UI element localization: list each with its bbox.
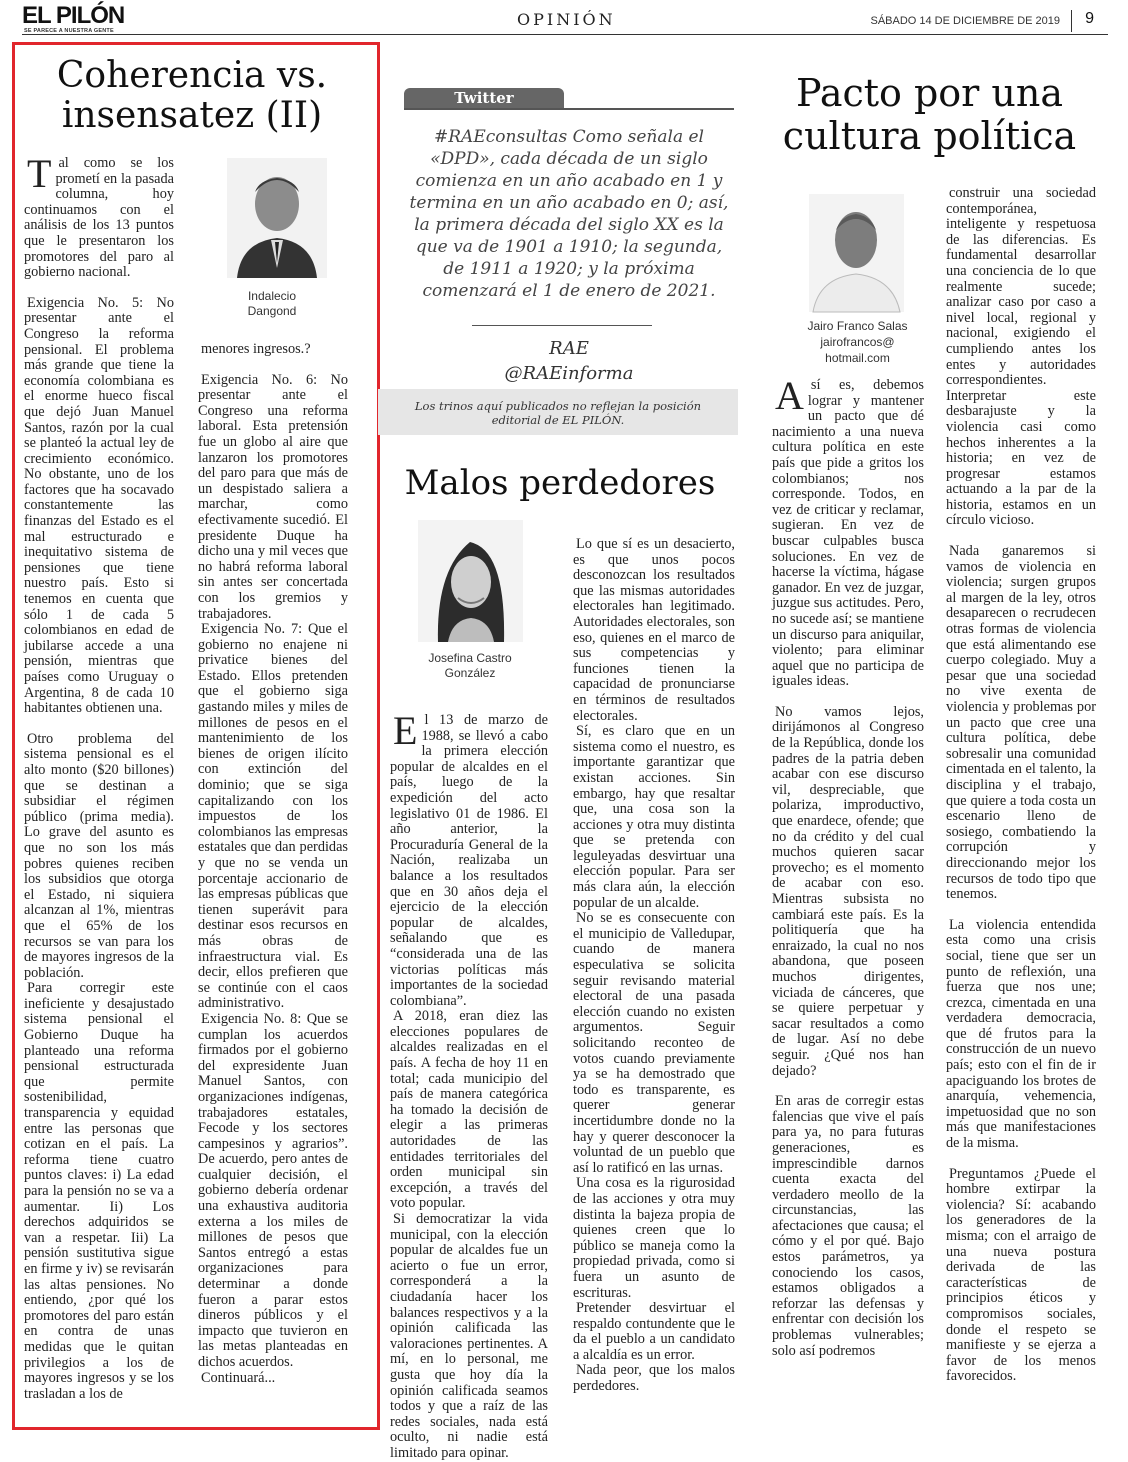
masthead — [22, 4, 1108, 35]
article1-column-2 — [198, 342, 348, 1412]
paragraph: Una cosa es la rigurosidad de las acciones y otra muy distinta la bajeza propia de quienes creen que lo público se maneja como la propiedad privada, como si fuera un asunto de escrituras. — [573, 1175, 735, 1301]
article2-column-1 — [390, 708, 548, 1461]
paragraph: sí es, debemos lograr y mantener un pacto que dé nacimiento a una nueva cultura política en este país que pide a gritos los colombianos; nos corresponde. Todos, en vez de criticar y reclamar, sugieran. En vez de buscar culpables busca soluciones. En vez de hacerse la víctima, hágase ganador. En vez de juzgar, juzgue sus actitudes. Pero, no sucede así; se mantiene un discurso para aniquilar, violento; para eliminar aquel que no participa de iguales ideas. — [772, 377, 924, 690]
author-photo-jairo — [809, 194, 904, 312]
paragraph: Para corregir este ineficiente y desajustado sistema pensional el Gobierno Duque ha planteado una reforma pensional estructurada que permite sostenibilidad, transparencia y equidad entre las personas que cotizan en el país. La reforma tiene cuatro puntos claves: i) La edad para la pensión no se va a aumentar. Ii) Los derechos adquiridos se van a respetar. Iii) La pensión sustitutiva sigue en firme y iv) se revisarán las altas pensiones. No entiendo, ¿por qué los promotores del paro están en contra de unas medidas que le quitan privilegios a los de mayores ingresos y se los trasladan a los de — [24, 980, 174, 1402]
dropcap: E — [393, 708, 418, 753]
author-portrait-icon — [418, 520, 523, 642]
issue-date: SÁBADO 14 DE DICIEMBRE DE 2019 — [870, 15, 1060, 27]
tweet-divider — [472, 325, 652, 326]
paragraph: Nada ganaremos si vamos de violencia en violencia; surgen grupos al margen de la ley, otros desaparecen o recrudecen otras formas de violencia que está alimentando ese cuerpo colegiado. Muy a pesar que una sociedad no vive exenta de violencia y problemas por un pacto que cree una cultura política, debe sobresalir una comunidad cimentada en el talento, la disciplina y el trabajo, que quiere a toda costa un escenario lleno de sosiego, combatiendo la corrupción y direccionando mejor los recursos de todo tipo que tenemos. — [946, 543, 1096, 903]
dropcap: A — [775, 373, 804, 418]
article2-column-2 — [573, 537, 735, 1413]
author-photo-josefina — [418, 520, 523, 642]
paragraph: La violencia entendida esta como una crisis social, tiene que ser un punto de reflexión, una fuerza que nos une; crezca, cimentada en una verdadera democracia, que dé frutos para la construcción de un nuevo país; esto con el fin de ir apaciguando los brotes de anarquía, vehemencia, impetuosidad que no son más que manifestaciones de la misma. — [946, 916, 1096, 1152]
paragraph: Exigencia No. 8: Que se cumplan los acuerdos firmados por el gobierno del expresidente Juan Manuel Santos, con organizaciones indígenas, trabajadores estatales, Fecode y los sectores campesinos y agrarios”. De acuerdo, pero antes de cualquier decisión, el gobierno debería ordenar una exhaustiva auditoria externa a los miles de millones de pesos que Santos entregó a estas organizaciones para determinar a donde fueron a parar estos dineros públicos y el impacto que tuvieron en las metas planteadas en dichos acuerdos. — [198, 1010, 348, 1370]
tweet-author: RAE — [549, 338, 589, 359]
author-block-jairo — [790, 318, 925, 366]
author-email-domain[interactable]: hotmail.com — [825, 351, 890, 365]
author-name-jairo: Jairo Franco Salas — [807, 319, 908, 333]
paragraph: al como se los prometí en la pasada columna, hoy continuamos con el análisis de los 13 puntos que le presentaron los promotores del paro al gobierno nacional. — [24, 155, 174, 281]
newspaper-slogan: SE PARECE A NUESTRA GENTE — [24, 28, 114, 34]
paragraph: En aras de corregir estas falencias que vive el país para ya, no para futuras generaciones, es imprescindible darnos cuenta exacta del verdadero meollo de la circunstancias, las afectaciones que causa; el cómo y el por qué. Bajo estos parámetros, ya conociendo los casos, estamos obligados a reforzar las defensas y enfrentar con decisión los problemas vulnerables; solo así podremos — [772, 1093, 924, 1359]
paragraph: Pretender desvirtuar el respaldo contundente que le da el pueblo a un candidato a alcaldía es un error. — [573, 1300, 735, 1363]
article3-column-2 — [946, 186, 1096, 1414]
article3-column-1 — [772, 373, 924, 1414]
paragraph: Exigencia No. 5: No presentar ante el Congreso la reforma pensional. El problema más grande que tiene la economía colombiana es el enorme hueco fiscal que dejó Juan Manuel Santos, razón por la cual se planteó la actual ley de crecimiento económico. No obstante, uno de los factores que ha socavado constantemente las finanzas del Estado es el mal estructurado e inequitativo sistema de pensiones que tiene nuestro país. Esto si tenemos en cuenta que sólo 1 de cada 5 colombianos en edad de jubilarse accede a una pensión, mientras que países como Uruguay o Argentina, 8 de cada 10 habitantes obtienen una. — [24, 294, 174, 717]
twitter-header-bar — [404, 88, 734, 110]
header-divider — [1071, 10, 1072, 32]
tweet-handle[interactable]: @RAEinforma — [504, 363, 634, 384]
page-number: 9 — [1085, 10, 1094, 27]
author-portrait-icon — [809, 194, 904, 312]
article1-column-1 — [24, 151, 174, 1412]
paragraph: Lo que sí es un desacierto, es que unos pocos desconozcan los resultados que las mismas autoridades electorales han legitimado. Autoridades electorales, son eso, quienes en el marco de sus competencias y funciones tienen la capacidad de pronunciarse en términos de resultados electorales. — [573, 536, 735, 724]
paragraph: Otro problema del sistema pensional es el alto monto ($20 billones) que se destinan a subsidiar el régimen público (prima media). Lo grave del asunto es que no son los más pobres quienes reciben los subsidios que otorga el Estado, ni siquiera alcanzan al 1%, mientras que el 65% de los recursos se van para los de mayores ingresos de la población. — [24, 730, 174, 981]
author-portrait-icon — [227, 158, 327, 278]
paragraph: Nada peor, que los malos perdedores. — [573, 1362, 735, 1395]
paragraph: No vamos lejos, dirijámonos al Congreso de la República, donde los padres de la patria deben acabar con ese discurso vil, despreciable, que polariza, improductivo, que enardece, ofende; que no da crédito y del cual muchos quieren sacar provecho; es el momento de acabar con eso. Mientras subsista no cambiará este país. Es la politiquería que ha enraizado, la cual no nos abandona, que poseen muchos dirigentes, viciada de cánceres, que se quiere perpetuar y sacar resultados a como de lugar. Así no debe seguir. ¿Qué nos han dejado? — [772, 703, 924, 1079]
paragraph: Exigencia No. 7: Que el gobierno no enajene ni privatice bienes del Estado. Ellos pretenden que el gobierno siga gastando miles y miles de millones de pesos en el mantenimiento de los bienes de origen ilícito con extinción del dominio; que se siga capitalizando con los impuestos de los colombianos las empresas estatales que dan perdidas y que no se venda un porcentaje accionario de las empresas públicas que tienen superávit para destinar esos recursos en más obras de infraestructura vial. Es decir, ellos prefieren que se continúe con el caos administrativo. — [198, 621, 348, 1012]
tweet-author-block — [404, 336, 734, 386]
paragraph: Sí, es claro que en un sistema como el nuestro, es importante garantizar que existan acciones. Sin embargo, hay que resaltar que, una cosa son la acciones y otra muy distinta que se pretenda con leguleyadas desvirtuar una elección popular. Para ser más clara aún, la elección popular de un alcalde. — [573, 723, 735, 911]
tweet-text: #RAEconsultas Como señala el «DPD», cada década de un siglo comienza en un año acabado en 1 y termina en un año acabado en 0; así, la primera década del siglo XX es la que va de 1901 a 1910; la segunda, de 1911 a 1920; y la próxima comenzará el 1 de enero de 2021. — [409, 127, 729, 301]
twitter-tab: Twitter — [404, 88, 564, 108]
paragraph: construir una sociedad contemporánea, inteligente y respetuosa de las diferencias. Es fundamental desarrollar una conciencia de lo que realmente sucede; analizar caso por caso a nivel local, regional y nacional, exigiendo el cumpliendo antes los entes y autoridades correspondientes. Interpretar este desbarajuste y la violencia casi como hechos inherentes a la historia; en vez de progresar estamos actuando a la par de la historia, estamos en un círculo vicioso. — [946, 185, 1096, 529]
article-title-pacto: Pacto por una cultura política — [782, 71, 1077, 158]
author-name-josefina: Josefina Castro González — [428, 651, 512, 680]
disclaimer-text: Los trinos aquí publicados no reflejan la posición editorial de EL PILÓN. — [414, 399, 702, 427]
paragraph: Exigencia No. 6: No presentar ante el Congreso una reforma laboral. Esta pretensión fue un globo al aire que lanzaron los promotores del paro para que más de un despistado saliera a marchar, como efectivamente sucedió. El presidente Duque ha dicho una y mil veces que no habrá reforma laboral sin antes ser concertada con los gremios y trabajadores. — [198, 371, 348, 622]
article-title-malos-perdedores: Malos perdedores — [404, 463, 716, 503]
paragraph: A 2018, eran diez las elecciones populares de alcaldes realizadas en el país. A fecha de hoy 11 en total; cada municipio del país de manera categórica ha tomado la decisión de elegir a las primeras autoridades de las entidades territoriales del orden municipal sin excepción, a través del voto popular. — [390, 1008, 548, 1212]
author-name-indalecio: Indalecio Dangond — [247, 289, 297, 318]
paragraph: l 13 de marzo de 1988, se llevó a cabo la primera elección popular de alcaldes en el país, luego de la expedición del acto legislativo 01 de 1986. El año anterior, la Procuraduría General de la Nación, realizaba un balance a los resultados que en 30 años deja el ejercicio de la elección popular de alcaldes, señalando que es “considerada una de las victorias políticas más importantes de la sociedad colombiana”. — [390, 712, 548, 1009]
twitter-disclaimer — [378, 389, 738, 435]
dropcap: T — [27, 151, 52, 196]
author-photo-indalecio — [227, 158, 327, 278]
paragraph: No se es consecuente con el municipio de Valledupar, cuando de manera especulativa se solicita seguir revisando material electoral de una pasada elección cuando no existen argumentos. Seguir solicitando reconteo de votos cuando previamente ya se ha demostrado que todo es transparente, es querer generar incertidumbre donde no la hay y querer desconocer la voluntad de un pueblo que así lo ratificó en las urnas. — [573, 910, 735, 1176]
author-email[interactable]: jairofrancos@ — [820, 335, 895, 349]
paragraph: Continuará... — [201, 1369, 276, 1386]
paragraph: Si democratizar la vida municipal, con la elección popular de alcaldes fue un acierto o fue un error, corresponderá a la ciudadanía hacer los balances respectivos y a la opinión calificada las valoraciones pertinentes. A mí, en lo personal, me gusta que hoy día la opinión calificada seamos todos y que a raíz de las redes sociales, nada está oculto, ni nadie está limitado para opinar. — [390, 1211, 548, 1461]
paragraph: Preguntamos ¿Puede el hombre extirpar la violencia? Sí: acabando los generadores de la misma; con el arraigo de una nueva postura derivada de las características de principios éticos y compromisos sociales, donde el respeto se manifieste y se ejerza a favor de los menos favorecidos. — [946, 1165, 1096, 1385]
newspaper-logo[interactable]: EL PILÓN — [22, 2, 125, 29]
paragraph: menores ingresos.? — [201, 341, 311, 357]
section-name: OPINIÓN — [517, 10, 616, 29]
article-title-coherencia: Coherencia vs. insensatez (II) — [56, 55, 328, 137]
